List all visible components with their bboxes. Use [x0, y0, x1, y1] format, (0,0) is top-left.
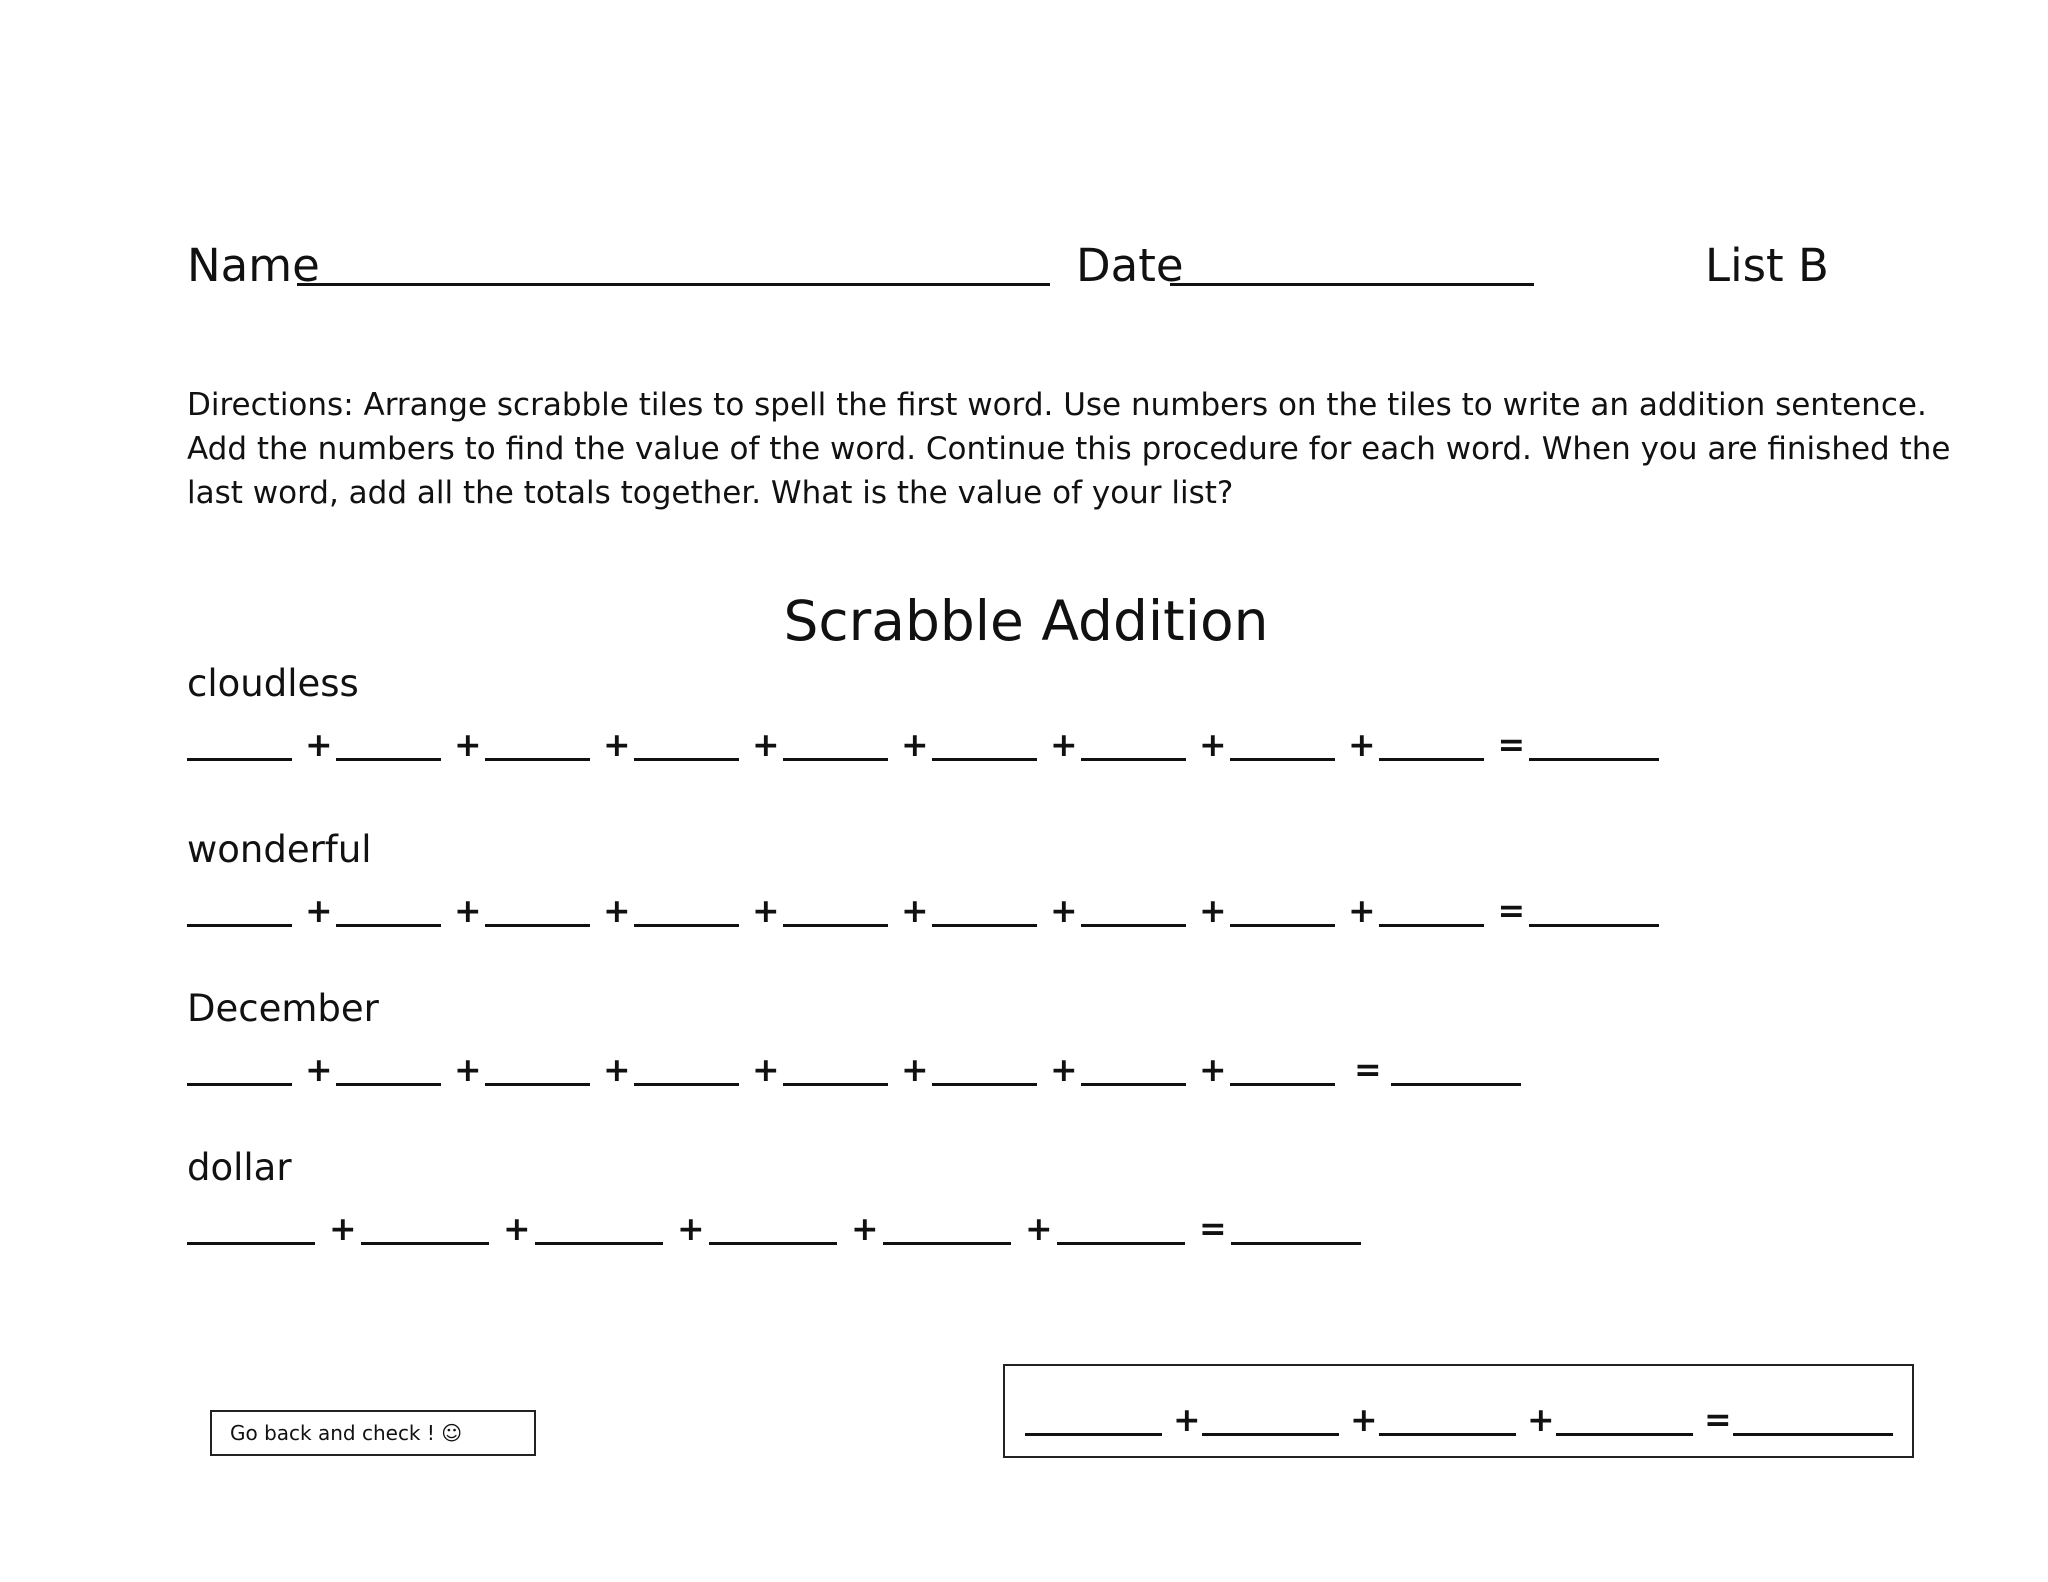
directions-line: Directions: Arrange scrabble tiles to spell the first word. Use numbers on the tiles to write an addition sentence.	[187, 387, 1927, 423]
tile-value-blank[interactable]	[883, 1242, 1011, 1245]
word-total-blank[interactable]	[1529, 758, 1659, 761]
tile-value-blank[interactable]	[1057, 1242, 1185, 1245]
tile-value-blank[interactable]	[485, 924, 590, 927]
plus-sign: +	[1050, 1050, 1078, 1089]
plus-sign: +	[1025, 1209, 1053, 1248]
tile-value-blank[interactable]	[187, 1083, 292, 1086]
tile-value-blank[interactable]	[1230, 924, 1335, 927]
plus-sign: +	[305, 725, 333, 764]
plus-sign: +	[1527, 1400, 1555, 1439]
tile-value-blank[interactable]	[1081, 924, 1186, 927]
tile-value-blank[interactable]	[1230, 1083, 1335, 1086]
tile-value-blank[interactable]	[634, 924, 739, 927]
check-reminder-box: Go back and check ! ☺	[210, 1410, 536, 1456]
plus-sign: +	[677, 1209, 705, 1248]
tile-value-blank[interactable]	[783, 1083, 888, 1086]
tile-value-blank[interactable]	[1202, 1433, 1339, 1436]
plus-sign: +	[305, 1050, 333, 1089]
tile-value-blank[interactable]	[783, 924, 888, 927]
plus-sign: +	[1348, 891, 1376, 930]
tile-value-blank[interactable]	[1025, 1433, 1162, 1436]
plus-sign: +	[454, 1050, 482, 1089]
tile-value-blank[interactable]	[783, 758, 888, 761]
word-total-blank[interactable]	[1529, 924, 1659, 927]
equation-row-cloudless	[187, 721, 1667, 764]
directions-line: last word, add all the totals together. What is the value of your list?	[187, 475, 1234, 511]
equals-sign: =	[1497, 725, 1526, 764]
plus-sign: +	[1050, 725, 1078, 764]
plus-sign: +	[1199, 725, 1227, 764]
tile-value-blank[interactable]	[1081, 1083, 1186, 1086]
plus-sign: +	[1173, 1400, 1201, 1439]
word-total-blank[interactable]	[1391, 1083, 1521, 1086]
tile-value-blank[interactable]	[634, 1083, 739, 1086]
tile-value-blank[interactable]	[187, 924, 292, 927]
plus-sign: +	[603, 725, 631, 764]
plus-sign: +	[752, 1050, 780, 1089]
tile-value-blank[interactable]	[1081, 758, 1186, 761]
name-field[interactable]	[297, 283, 1050, 286]
word-total-blank[interactable]	[1733, 1433, 1893, 1436]
equation-row-total	[1025, 1396, 1895, 1439]
plus-sign: +	[454, 891, 482, 930]
plus-sign: +	[603, 891, 631, 930]
word-label-wonderful: wonderful	[187, 828, 372, 871]
tile-value-blank[interactable]	[932, 758, 1037, 761]
plus-sign: +	[752, 725, 780, 764]
list-label: List B	[1705, 239, 1829, 292]
plus-sign: +	[1199, 891, 1227, 930]
name-label: Name	[187, 239, 320, 292]
list-total-box	[1003, 1364, 1914, 1458]
equation-row-dollar	[187, 1205, 1367, 1248]
tile-value-blank[interactable]	[1556, 1433, 1693, 1436]
tile-value-blank[interactable]	[1379, 924, 1484, 927]
tile-value-blank[interactable]	[634, 758, 739, 761]
word-label-cloudless: cloudless	[187, 662, 359, 705]
plus-sign: +	[454, 725, 482, 764]
word-total-blank[interactable]	[1231, 1242, 1361, 1245]
directions-line: Add the numbers to find the value of the word. Continue this procedure for each word. When you are finished the	[187, 431, 1951, 467]
tile-value-blank[interactable]	[187, 1242, 315, 1245]
tile-value-blank[interactable]	[535, 1242, 663, 1245]
equals-sign: =	[1497, 891, 1526, 930]
equals-sign: =	[1199, 1209, 1227, 1248]
worksheet-title: Scrabble Addition	[783, 589, 1269, 653]
tile-value-blank[interactable]	[336, 1083, 441, 1086]
plus-sign: +	[305, 891, 333, 930]
plus-sign: +	[329, 1209, 357, 1248]
tile-value-blank[interactable]	[709, 1242, 837, 1245]
tile-value-blank[interactable]	[1379, 1433, 1516, 1436]
equation-row-december	[187, 1046, 1527, 1089]
tile-value-blank[interactable]	[336, 924, 441, 927]
tile-value-blank[interactable]	[932, 1083, 1037, 1086]
plus-sign: +	[752, 891, 780, 930]
plus-sign: +	[603, 1050, 631, 1089]
plus-sign: +	[1350, 1400, 1378, 1439]
tile-value-blank[interactable]	[485, 758, 590, 761]
word-label-december: December	[187, 987, 379, 1030]
word-label-dollar: dollar	[187, 1146, 292, 1189]
plus-sign: +	[1050, 891, 1078, 930]
plus-sign: +	[851, 1209, 879, 1248]
equation-row-wonderful	[187, 887, 1667, 930]
date-field[interactable]	[1170, 283, 1534, 286]
plus-sign: +	[503, 1209, 531, 1248]
tile-value-blank[interactable]	[1379, 758, 1484, 761]
equals-sign: =	[1354, 1050, 1382, 1089]
date-label: Date	[1076, 239, 1184, 292]
tile-value-blank[interactable]	[932, 924, 1037, 927]
plus-sign: +	[1348, 725, 1376, 764]
tile-value-blank[interactable]	[336, 758, 441, 761]
tile-value-blank[interactable]	[361, 1242, 489, 1245]
plus-sign: +	[901, 1050, 929, 1089]
tile-value-blank[interactable]	[485, 1083, 590, 1086]
tile-value-blank[interactable]	[187, 758, 292, 761]
directions	[187, 383, 1951, 515]
plus-sign: +	[901, 725, 929, 764]
plus-sign: +	[901, 891, 929, 930]
equals-sign: =	[1704, 1400, 1732, 1439]
plus-sign: +	[1199, 1050, 1227, 1089]
tile-value-blank[interactable]	[1230, 758, 1335, 761]
